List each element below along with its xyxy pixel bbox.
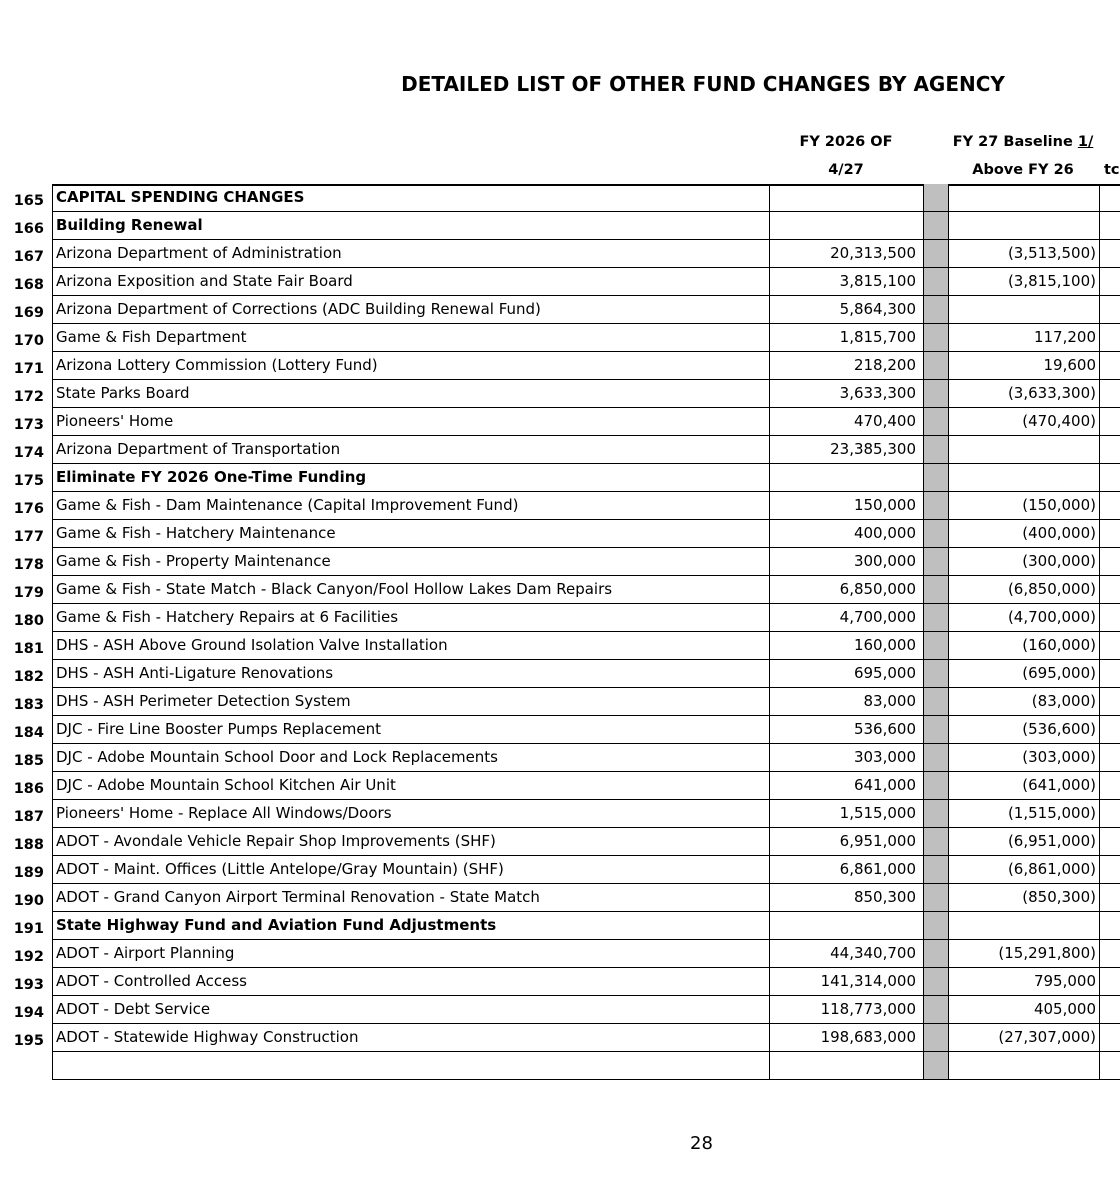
line-item-description: DJC - Adobe Mountain School Door and Lock Replacements bbox=[52, 744, 770, 772]
spacer-column bbox=[923, 492, 948, 520]
line-item-description: Game & Fish - Hatchery Repairs at 6 Facilities bbox=[52, 604, 770, 632]
line-item-description: ADOT - Controlled Access bbox=[52, 968, 770, 996]
spacer-column bbox=[923, 324, 948, 352]
fy2026-amount: 20,313,500 bbox=[769, 240, 923, 268]
column-header-fy2026-line1: FY 2026 OF bbox=[799, 134, 893, 150]
next-column-cell bbox=[1099, 268, 1120, 296]
next-column-cell bbox=[1099, 632, 1120, 660]
next-column-cell bbox=[1099, 996, 1120, 1024]
fy2026-amount: 1,515,000 bbox=[769, 800, 923, 828]
fy2026-amount: 536,600 bbox=[769, 716, 923, 744]
row-number: 182 bbox=[13, 669, 44, 685]
table-row bbox=[0, 492, 1120, 520]
line-item-description: ADOT - Avondale Vehicle Repair Shop Improvements (SHF) bbox=[52, 828, 770, 856]
fy27-baseline-amount: (6,861,000) bbox=[948, 856, 1099, 884]
next-column-cell bbox=[1099, 296, 1120, 324]
fy27-baseline-amount: (4,700,000) bbox=[948, 604, 1099, 632]
row-number: 186 bbox=[13, 781, 44, 797]
line-item-description: ADOT - Grand Canyon Airport Terminal Renovation - State Match bbox=[52, 884, 770, 912]
next-column-cell bbox=[1099, 1052, 1120, 1080]
fy2026-amount: 850,300 bbox=[769, 884, 923, 912]
next-column-cell bbox=[1099, 884, 1120, 912]
spacer-column bbox=[923, 184, 948, 212]
table-row bbox=[0, 1052, 1120, 1080]
line-item-description: ADOT - Debt Service bbox=[52, 996, 770, 1024]
fy27-baseline-amount: (150,000) bbox=[948, 492, 1099, 520]
fy2026-amount: 218,200 bbox=[769, 352, 923, 380]
row-number: 176 bbox=[13, 501, 44, 517]
table-row bbox=[0, 688, 1120, 716]
fy27-baseline-amount: (300,000) bbox=[948, 548, 1099, 576]
spacer-column bbox=[923, 772, 948, 800]
next-column-cell bbox=[1099, 800, 1120, 828]
table-row bbox=[0, 352, 1120, 380]
fy27-baseline-amount: (850,300) bbox=[948, 884, 1099, 912]
table-row bbox=[0, 576, 1120, 604]
line-item-description: DHS - ASH Perimeter Detection System bbox=[52, 688, 770, 716]
fy27-baseline-amount: (160,000) bbox=[948, 632, 1099, 660]
next-column-cell bbox=[1099, 520, 1120, 548]
row-number: 180 bbox=[13, 613, 44, 629]
line-item-description: Game & Fish Department bbox=[52, 324, 770, 352]
fy27-baseline-amount: (641,000) bbox=[948, 772, 1099, 800]
spacer-column bbox=[923, 884, 948, 912]
fy2026-amount: 470,400 bbox=[769, 408, 923, 436]
fy27-baseline-amount: (6,951,000) bbox=[948, 828, 1099, 856]
fy2026-amount: 6,951,000 bbox=[769, 828, 923, 856]
fy27-baseline-amount: (303,000) bbox=[948, 744, 1099, 772]
table-row bbox=[0, 912, 1120, 940]
next-column-cell bbox=[1099, 464, 1120, 492]
fy2026-amount: 400,000 bbox=[769, 520, 923, 548]
line-item-description: ADOT - Airport Planning bbox=[52, 940, 770, 968]
line-item-description: Game & Fish - State Match - Black Canyon/Fool Hollow Lakes Dam Repairs bbox=[52, 576, 770, 604]
line-item-description: Pioneers' Home - Replace All Windows/Doors bbox=[52, 800, 770, 828]
spacer-column bbox=[923, 1052, 948, 1080]
fy27-baseline-amount: (15,291,800) bbox=[948, 940, 1099, 968]
fy27-baseline-amount bbox=[948, 1052, 1099, 1080]
line-item-description: Arizona Exposition and State Fair Board bbox=[52, 268, 770, 296]
fy27-baseline-amount bbox=[948, 436, 1099, 464]
table-row bbox=[0, 324, 1120, 352]
spacer-column bbox=[923, 660, 948, 688]
row-number: 183 bbox=[13, 697, 44, 713]
fy2026-amount: 641,000 bbox=[769, 772, 923, 800]
section-heading: Building Renewal bbox=[52, 212, 770, 240]
table-row bbox=[0, 408, 1120, 436]
spacer-column bbox=[923, 632, 948, 660]
next-column-cell bbox=[1099, 660, 1120, 688]
next-column-cell bbox=[1099, 716, 1120, 744]
next-column-cell bbox=[1099, 912, 1120, 940]
row-number: 190 bbox=[13, 893, 44, 909]
fy2026-amount: 6,850,000 bbox=[769, 576, 923, 604]
next-column-cell bbox=[1099, 184, 1120, 212]
table-row bbox=[0, 296, 1120, 324]
column-header-fy27-line1: FY 27 Baseline bbox=[952, 134, 1078, 150]
fy27-baseline-amount bbox=[948, 212, 1099, 240]
fy2026-amount: 23,385,300 bbox=[769, 436, 923, 464]
row-number: 188 bbox=[13, 837, 44, 853]
fy2026-amount bbox=[769, 212, 923, 240]
page-title: DETAILED LIST OF OTHER FUND CHANGES BY AGENCY bbox=[401, 72, 1005, 96]
fy2026-amount: 44,340,700 bbox=[769, 940, 923, 968]
row-number: 166 bbox=[13, 221, 44, 237]
row-number: 193 bbox=[13, 977, 44, 993]
table-row bbox=[0, 968, 1120, 996]
spacer-column bbox=[923, 968, 948, 996]
spacer-column bbox=[923, 576, 948, 604]
spacer-column bbox=[923, 800, 948, 828]
line-item-description: Arizona Lottery Commission (Lottery Fund) bbox=[52, 352, 770, 380]
spacer-column bbox=[923, 688, 948, 716]
footnote-marker: 1/ bbox=[1077, 134, 1094, 150]
table-row bbox=[0, 436, 1120, 464]
next-column-cell bbox=[1099, 324, 1120, 352]
next-column-cell bbox=[1099, 1024, 1120, 1052]
page-number: 28 bbox=[690, 1133, 713, 1154]
fy2026-amount: 303,000 bbox=[769, 744, 923, 772]
fy2026-amount bbox=[769, 1052, 923, 1080]
row-number: 173 bbox=[13, 417, 44, 433]
fy2026-amount: 4,700,000 bbox=[769, 604, 923, 632]
line-item-description bbox=[52, 1052, 770, 1080]
fy27-baseline-amount: (3,513,500) bbox=[948, 240, 1099, 268]
spacer-column bbox=[923, 380, 948, 408]
row-number: 191 bbox=[13, 921, 44, 937]
fy27-baseline-amount: (1,515,000) bbox=[948, 800, 1099, 828]
next-column-cell bbox=[1099, 856, 1120, 884]
table-row bbox=[0, 660, 1120, 688]
fy2026-amount: 300,000 bbox=[769, 548, 923, 576]
table-row bbox=[0, 1024, 1120, 1052]
next-column-cell bbox=[1099, 212, 1120, 240]
row-number: 181 bbox=[13, 641, 44, 657]
row-number: 169 bbox=[13, 305, 44, 321]
table-row bbox=[0, 240, 1120, 268]
table-row bbox=[0, 380, 1120, 408]
row-number: 170 bbox=[13, 333, 44, 349]
next-column-cell bbox=[1099, 380, 1120, 408]
spacer-column bbox=[923, 856, 948, 884]
row-number: 175 bbox=[13, 473, 44, 489]
spacer-column bbox=[923, 464, 948, 492]
spacer-column bbox=[923, 744, 948, 772]
next-column-cell bbox=[1099, 240, 1120, 268]
fy27-baseline-amount: (3,633,300) bbox=[948, 380, 1099, 408]
next-column-cell bbox=[1099, 604, 1120, 632]
table-row bbox=[0, 268, 1120, 296]
row-number: 165 bbox=[13, 193, 44, 209]
line-item-description: Game & Fish - Dam Maintenance (Capital Improvement Fund) bbox=[52, 492, 770, 520]
next-column-cell bbox=[1099, 352, 1120, 380]
row-number: 195 bbox=[13, 1033, 44, 1049]
line-item-description: Arizona Department of Transportation bbox=[52, 436, 770, 464]
line-item-description: DJC - Fire Line Booster Pumps Replacement bbox=[52, 716, 770, 744]
spacer-column bbox=[923, 436, 948, 464]
fy2026-amount: 695,000 bbox=[769, 660, 923, 688]
spacer-column bbox=[923, 548, 948, 576]
column-header-next-fragment: tc bbox=[1104, 162, 1120, 178]
row-number: 189 bbox=[13, 865, 44, 881]
fy27-baseline-amount: (695,000) bbox=[948, 660, 1099, 688]
row-number: 174 bbox=[13, 445, 44, 461]
row-number: 172 bbox=[13, 389, 44, 405]
fy2026-amount bbox=[769, 184, 923, 212]
line-item-description: State Parks Board bbox=[52, 380, 770, 408]
line-item-description: Arizona Department of Administration bbox=[52, 240, 770, 268]
table-row bbox=[0, 184, 1120, 212]
line-item-description: DHS - ASH Anti-Ligature Renovations bbox=[52, 660, 770, 688]
spacer-column bbox=[923, 352, 948, 380]
row-number: 184 bbox=[13, 725, 44, 741]
fy2026-amount: 150,000 bbox=[769, 492, 923, 520]
row-number: 177 bbox=[13, 529, 44, 545]
spacer-column bbox=[923, 604, 948, 632]
fy27-baseline-amount bbox=[948, 464, 1099, 492]
fy27-baseline-amount: (3,815,100) bbox=[948, 268, 1099, 296]
row-number: 194 bbox=[13, 1005, 44, 1021]
spacer-column bbox=[923, 940, 948, 968]
next-column-cell bbox=[1099, 940, 1120, 968]
table-row bbox=[0, 772, 1120, 800]
next-column-cell bbox=[1099, 772, 1120, 800]
table-row bbox=[0, 800, 1120, 828]
fy27-baseline-amount: 405,000 bbox=[948, 996, 1099, 1024]
next-column-cell bbox=[1099, 408, 1120, 436]
spacer-column bbox=[923, 240, 948, 268]
column-header-fy27-baseline bbox=[946, 128, 1100, 184]
fy27-baseline-amount bbox=[948, 184, 1099, 212]
next-column-cell bbox=[1099, 492, 1120, 520]
spacer-column bbox=[923, 520, 948, 548]
fy27-baseline-amount: 19,600 bbox=[948, 352, 1099, 380]
fy27-baseline-amount: 795,000 bbox=[948, 968, 1099, 996]
line-item-description: ADOT - Statewide Highway Construction bbox=[52, 1024, 770, 1052]
spacer-column bbox=[923, 996, 948, 1024]
fy2026-amount: 5,864,300 bbox=[769, 296, 923, 324]
line-item-description: Arizona Department of Corrections (ADC Building Renewal Fund) bbox=[52, 296, 770, 324]
section-heading: CAPITAL SPENDING CHANGES bbox=[52, 184, 770, 212]
row-number: 185 bbox=[13, 753, 44, 769]
table-row bbox=[0, 884, 1120, 912]
next-column-cell bbox=[1099, 436, 1120, 464]
next-column-cell bbox=[1099, 968, 1120, 996]
row-number: 187 bbox=[13, 809, 44, 825]
line-item-description: Game & Fish - Hatchery Maintenance bbox=[52, 520, 770, 548]
fy2026-amount bbox=[769, 912, 923, 940]
fy2026-amount: 83,000 bbox=[769, 688, 923, 716]
fy27-baseline-amount: (6,850,000) bbox=[948, 576, 1099, 604]
fy2026-amount: 118,773,000 bbox=[769, 996, 923, 1024]
fy2026-amount: 3,815,100 bbox=[769, 268, 923, 296]
row-number: 178 bbox=[13, 557, 44, 573]
row-number: 167 bbox=[13, 249, 44, 265]
next-column-cell bbox=[1099, 576, 1120, 604]
line-item-description: ADOT - Maint. Offices (Little Antelope/Gray Mountain) (SHF) bbox=[52, 856, 770, 884]
table-row bbox=[0, 604, 1120, 632]
table-row bbox=[0, 632, 1120, 660]
table-row bbox=[0, 996, 1120, 1024]
line-item-description: DJC - Adobe Mountain School Kitchen Air Unit bbox=[52, 772, 770, 800]
fy2026-amount bbox=[769, 464, 923, 492]
fy2026-amount: 160,000 bbox=[769, 632, 923, 660]
fy2026-amount: 198,683,000 bbox=[769, 1024, 923, 1052]
spacer-column bbox=[923, 828, 948, 856]
spacer-column bbox=[923, 716, 948, 744]
line-item-description: Game & Fish - Property Maintenance bbox=[52, 548, 770, 576]
table-row bbox=[0, 212, 1120, 240]
spacer-column bbox=[923, 296, 948, 324]
table-row bbox=[0, 828, 1120, 856]
section-heading: State Highway Fund and Aviation Fund Adjustments bbox=[52, 912, 770, 940]
fy2026-amount: 141,314,000 bbox=[769, 968, 923, 996]
row-number: 179 bbox=[13, 585, 44, 601]
table-row bbox=[0, 548, 1120, 576]
row-number: 171 bbox=[13, 361, 44, 377]
fy27-baseline-amount: (470,400) bbox=[948, 408, 1099, 436]
column-header-fy2026 bbox=[770, 128, 922, 184]
table-row bbox=[0, 940, 1120, 968]
table-row bbox=[0, 464, 1120, 492]
fy2026-amount: 1,815,700 bbox=[769, 324, 923, 352]
next-column-cell bbox=[1099, 548, 1120, 576]
column-header-fy27-line2: Above FY 26 bbox=[972, 162, 1074, 178]
table-row bbox=[0, 520, 1120, 548]
spacer-column bbox=[923, 268, 948, 296]
fy2026-amount: 6,861,000 bbox=[769, 856, 923, 884]
fy27-baseline-amount bbox=[948, 912, 1099, 940]
fy2026-amount: 3,633,300 bbox=[769, 380, 923, 408]
spacer-column bbox=[923, 912, 948, 940]
spacer-column bbox=[923, 212, 948, 240]
fy27-baseline-amount: 117,200 bbox=[948, 324, 1099, 352]
row-number: 192 bbox=[13, 949, 44, 965]
next-column-cell bbox=[1099, 744, 1120, 772]
fy27-baseline-amount: (400,000) bbox=[948, 520, 1099, 548]
line-item-description: Pioneers' Home bbox=[52, 408, 770, 436]
fy27-baseline-amount: (536,600) bbox=[948, 716, 1099, 744]
spacer-column bbox=[923, 408, 948, 436]
column-header-fy2026-line2: 4/27 bbox=[828, 162, 864, 178]
fy27-baseline-amount: (27,307,000) bbox=[948, 1024, 1099, 1052]
row-number: 168 bbox=[13, 277, 44, 293]
spacer-column bbox=[923, 1024, 948, 1052]
line-item-description: DHS - ASH Above Ground Isolation Valve Installation bbox=[52, 632, 770, 660]
next-column-cell bbox=[1099, 828, 1120, 856]
table-row bbox=[0, 744, 1120, 772]
table-row bbox=[0, 716, 1120, 744]
section-heading: Eliminate FY 2026 One-Time Funding bbox=[52, 464, 770, 492]
fy27-baseline-amount: (83,000) bbox=[948, 688, 1099, 716]
table-row bbox=[0, 856, 1120, 884]
fy27-baseline-amount bbox=[948, 296, 1099, 324]
next-column-cell bbox=[1099, 688, 1120, 716]
